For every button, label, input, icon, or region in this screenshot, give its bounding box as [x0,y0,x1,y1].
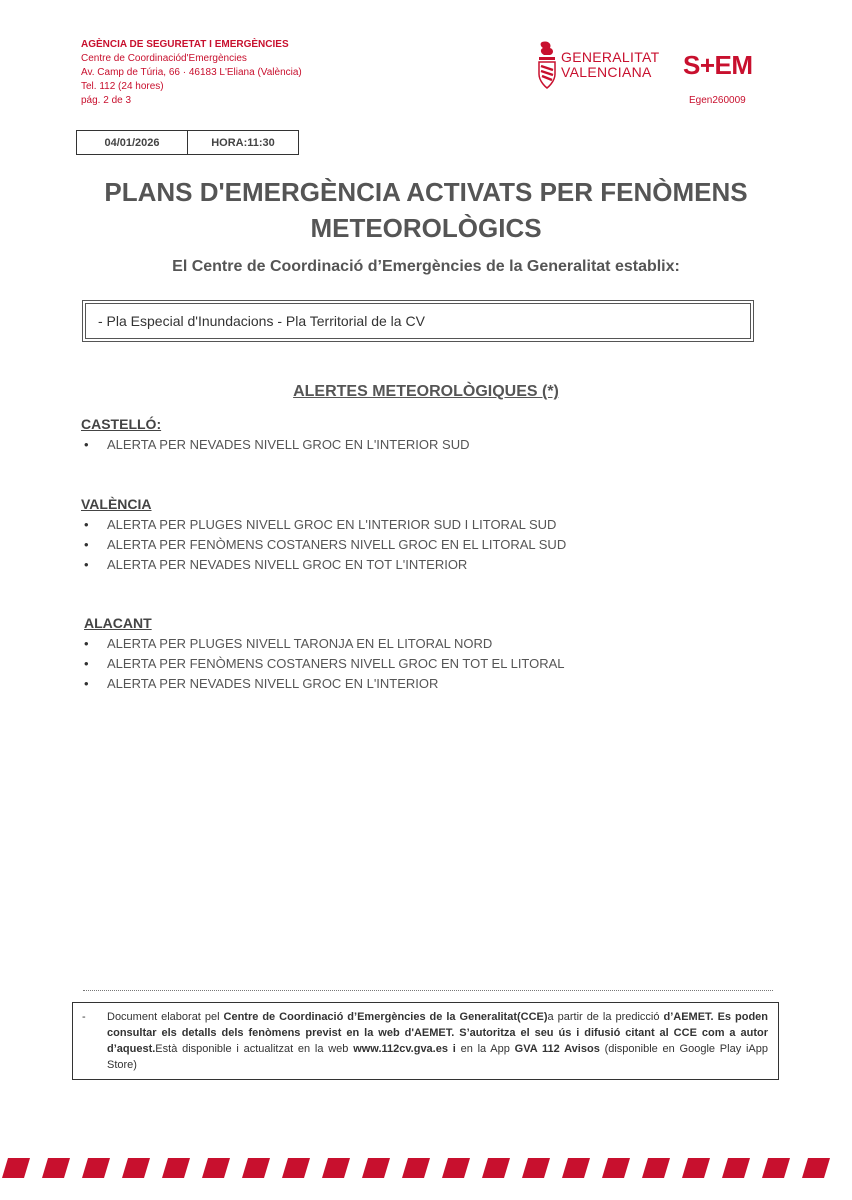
agency-info [81,38,302,108]
alert-item: • ALERTA PER FENÒMENS COSTANERS NIVELL GROC EN TOT EL LITORAL [81,654,781,674]
alert-list [81,435,781,455]
document-code: Egen260009 [689,95,746,106]
region-valencia [81,496,781,575]
gva-logo-text [561,50,659,80]
alert-list [81,515,781,575]
region-castello [81,416,781,455]
agency-phone: Tel. 112 (24 hores) [81,81,164,92]
alert-list [81,634,781,694]
alert-item: • ALERTA PER FENÒMENS COSTANERS NIVELL GROC EN EL LITORAL SUD [81,535,781,555]
alerts-heading: ALERTES METEOROLÒGIQUES (*) [293,383,559,400]
generalitat-logo [536,40,666,90]
alert-item: • ALERTA PER NEVADES NIVELL GROC EN TOT L'INTERIOR [81,555,781,575]
page-subtitle: El Centre de Coordinació d’Emergències de la Generalitat establix: [172,258,680,275]
region-alacant [81,615,781,694]
website-link[interactable]: www.112cv.gva.es i [353,1043,456,1055]
sem-logo: S+EM [683,50,753,80]
gva-logo-line2: VALENCIANA [561,64,652,80]
footer-divider [83,990,773,991]
date-time-box [76,130,299,155]
page-title: PLANS D'EMERGÈNCIA ACTIVATS PER FENÒMENS METEOROLÒGICS [104,177,748,243]
date-field: 04/01/2026 [77,131,188,154]
footer-text: Document elaborat pel Centre de Coordinació d’Emergències de la Generalitat(CCE)a partir de la predicció d’AEMET. Es poden consultar els detalls dels fenòmens previst en la web d'AEMET. S’autoritza el seu ús i difusió citant al CCE com a autor d’aquest.Està disponible i actualitzat en la web www.112cv.gva.es i en la App GVA 112 Avisos (disponible en Google Play iApp Store) [107,1011,768,1071]
footer-disclaimer [72,1002,779,1080]
gva-logo-line1: GENERALITAT [561,49,660,65]
page-info: pág. 2 de 3 [81,95,132,106]
cce-name: Centre de Coordinació d’Emergències de la Generalitat(CCE) [223,1011,548,1023]
agency-address: Av. Camp de Túria, 66 · 46183 L'Eliana (València) [81,67,302,78]
alert-item: • ALERTA PER PLUGES NIVELL TARONJA EN EL LITORAL NORD [81,634,781,654]
gva-emblem-icon [536,40,558,90]
region-name: VALÈNCIA [81,496,152,512]
footer-dash: - [82,1011,86,1023]
active-plans-text: - Pla Especial d'Inundacions - Pla Territorial de la CV [85,303,751,339]
region-name: ALACANT [84,615,152,631]
alert-item: • ALERTA PER NEVADES NIVELL GROC EN L'INTERIOR [81,674,781,694]
active-plans-box [82,300,754,342]
time-field: HORA:11:30 [211,136,275,149]
app-name: GVA 112 Avisos [514,1043,600,1055]
alert-item: • ALERTA PER NEVADES NIVELL GROC EN L'INTERIOR SUD [81,435,781,455]
region-name: CASTELLÓ: [81,416,162,432]
alert-item: • ALERTA PER PLUGES NIVELL GROC EN L'INTERIOR SUD I LITORAL SUD [81,515,781,535]
agency-name: AGÈNCIA DE SEGURETAT I EMERGÈNCIES [81,39,289,50]
agency-center: Centre de Coordinaciód'Emergències [81,53,247,64]
decorative-stripes [0,1158,852,1178]
